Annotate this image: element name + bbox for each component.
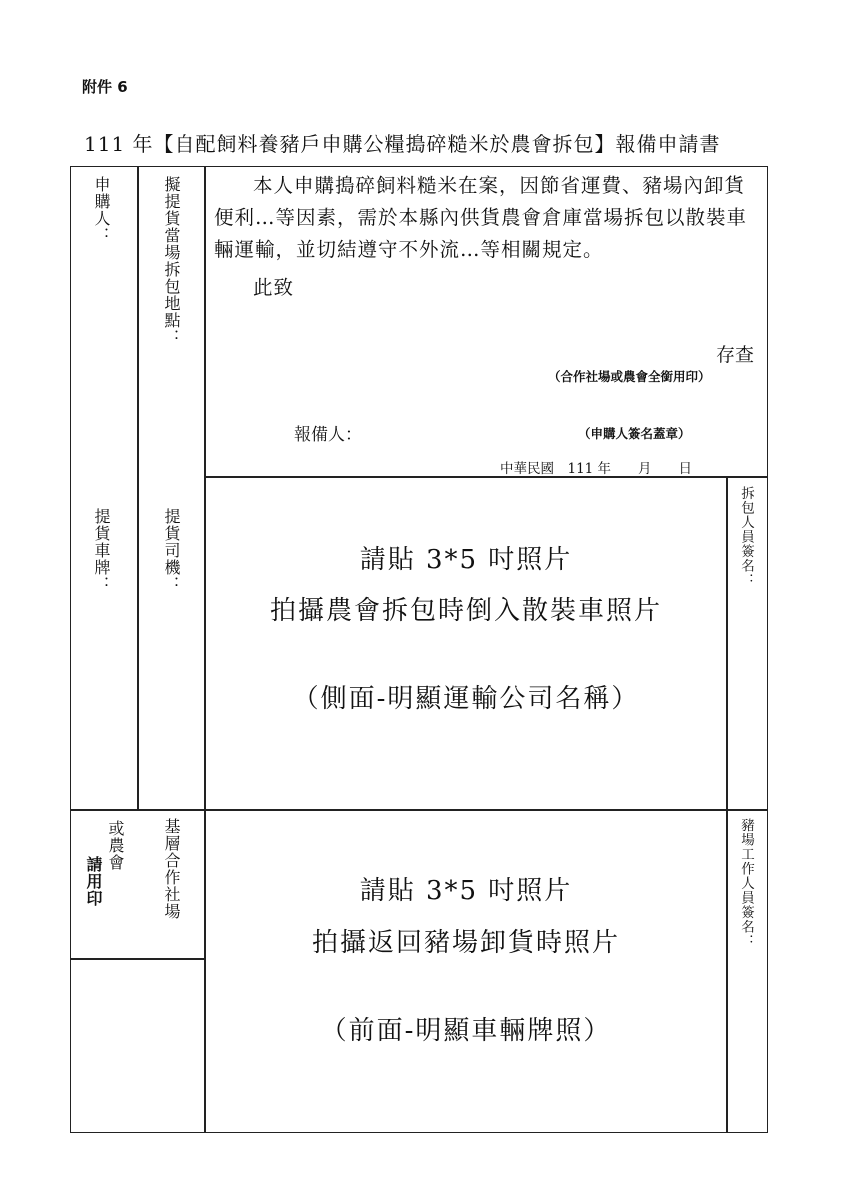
seal-note: （合作社場或農會全銜用印） xyxy=(548,369,711,384)
photo1-size: 請貼 3*5 吋照片 xyxy=(359,545,573,575)
farm-sign-label: 豬場工作人員簽名： xyxy=(738,818,754,949)
document-title: 111 年【自配飼料養豬戶申購公糧搗碎糙米於農會拆包】報備申請書 xyxy=(84,132,721,156)
grid-line xyxy=(70,958,205,960)
grid-line xyxy=(726,478,728,1133)
pickup-place-label: 擬提貨當場拆包地點： xyxy=(162,176,181,346)
grid-line xyxy=(204,166,206,1133)
org-label: 或農會 xyxy=(106,820,125,871)
reporter-label: 報備人： xyxy=(294,425,362,445)
plate-label: 提貨車牌： xyxy=(92,508,111,593)
statement-block xyxy=(214,170,762,304)
statement-closing: 此致 xyxy=(253,276,295,299)
statement-body: 本人申購搗碎飼料糙米在案，因節省運費、豬場內卸貨便利…等因素，需於本縣內供貨農會倉庫當場拆包以散裝車輛運輸，並切結遵守不外流…等相關規定。 xyxy=(214,174,748,261)
file-note: 存查 xyxy=(716,344,755,366)
seal-label: 請用印 xyxy=(84,856,103,907)
attachment-label: 附件 6 xyxy=(82,78,128,96)
grid-line xyxy=(70,809,768,811)
photo2-size: 請貼 3*5 吋照片 xyxy=(359,876,573,906)
applicant-label: 申購人： xyxy=(92,176,111,244)
coop-label: 基層合作社場 xyxy=(162,818,181,920)
driver-label: 提貨司機： xyxy=(162,508,181,593)
sign-note: （申購人簽名蓋章） xyxy=(578,426,691,441)
photo2-desc: 拍攝返回豬場卸貨時照片 xyxy=(311,928,620,958)
photo1-desc: 拍攝農會拆包時倒入散裝車照片 xyxy=(269,596,662,626)
photo2-note: （前面-明顯車輛牌照） xyxy=(320,1016,612,1046)
unpack-sign-label: 拆包人員簽名： xyxy=(738,486,754,588)
date-line: 中華民國 111 年 月 日 xyxy=(500,461,693,477)
grid-line xyxy=(137,166,139,810)
photo1-note: （側面-明顯運輸公司名稱） xyxy=(292,684,640,714)
